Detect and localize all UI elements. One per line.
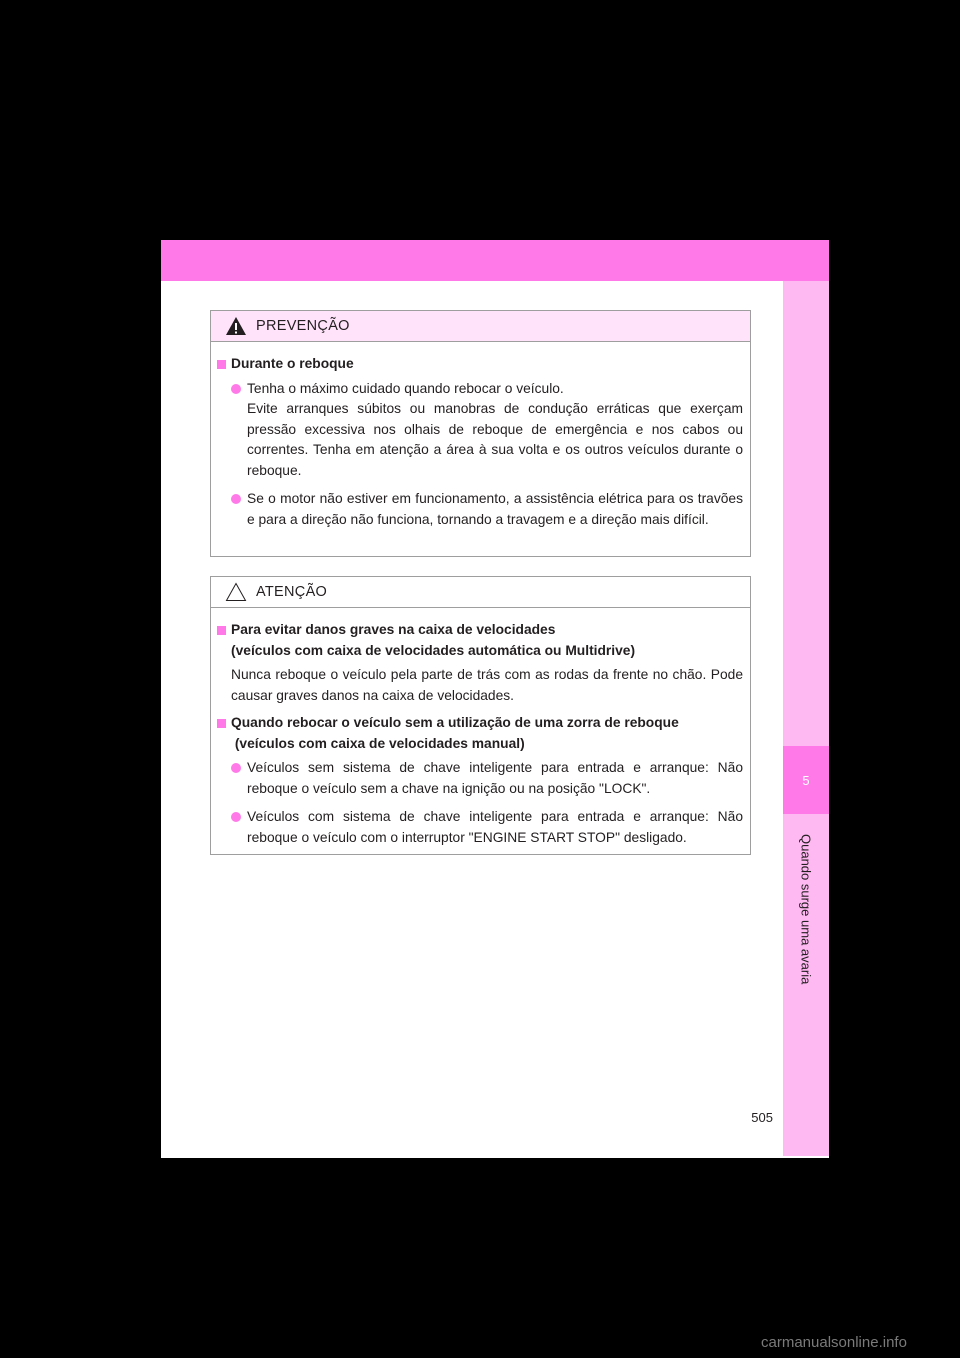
list-item-text: Evite arranques súbitos ou manobras de condução erráticas que exerçam pressão excessiva nos olhais de reboque de emergência e nos cabos ou correntes. Tenha em atenção a área à sua volta e os outros veículos durante o reboque. bbox=[247, 401, 743, 478]
list-item bbox=[217, 489, 743, 530]
list-item-text: Se o motor não estiver em funcionamento, a assistência elétrica para os travões e para a direção não funciona, tornando a travagem e a direção mais difícil. bbox=[247, 491, 743, 527]
list-item-text: Tenha o máximo cuidado quando rebocar o veículo. bbox=[247, 380, 564, 396]
page-number: 505 bbox=[751, 1110, 773, 1125]
chapter-number: 5 bbox=[802, 773, 810, 788]
round-bullet-icon bbox=[231, 812, 241, 822]
section-title bbox=[217, 713, 743, 754]
section-title-text: (veículos com caixa de velocidades automática ou Multidrive) bbox=[231, 642, 636, 658]
round-bullet-icon bbox=[231, 494, 241, 504]
chapter-title: Quando surge uma avaria bbox=[798, 834, 814, 985]
chapter-side-tab bbox=[783, 281, 829, 1156]
list-item bbox=[217, 758, 743, 799]
square-bullet-icon bbox=[217, 360, 226, 369]
atencao-title: ATENÇÃO bbox=[256, 584, 328, 600]
list-item bbox=[217, 379, 743, 482]
page-header-band bbox=[161, 240, 829, 281]
square-bullet-icon bbox=[217, 626, 226, 635]
prevencao-header bbox=[211, 311, 750, 342]
warning-outline-icon bbox=[225, 582, 247, 602]
prevencao-body bbox=[211, 342, 750, 530]
prevencao-title: PREVENÇÃO bbox=[256, 318, 350, 334]
section-title-text: Durante o reboque bbox=[231, 356, 354, 371]
section-title-text: Para evitar danos graves na caixa de velocidades bbox=[231, 622, 556, 637]
section-title bbox=[217, 620, 743, 661]
atencao-box bbox=[210, 576, 751, 855]
section-title-text: (veículos com caixa de velocidades manual) bbox=[231, 735, 525, 751]
square-bullet-icon bbox=[217, 719, 226, 728]
list-item bbox=[217, 807, 743, 848]
list-item-text: Veículos com sistema de chave inteligente para entrada e arranque: Não reboque o veículo com o interruptor "ENGINE START STOP" desligado. bbox=[247, 809, 743, 845]
round-bullet-icon bbox=[231, 763, 241, 773]
atencao-header bbox=[211, 577, 750, 608]
manual-page bbox=[161, 240, 829, 1158]
list-item-text: Veículos sem sistema de chave inteligente para entrada e arranque: Não reboque o veículo sem a chave na ignição ou na posição "LOCK". bbox=[247, 760, 743, 796]
prevencao-box bbox=[210, 310, 751, 557]
section-title bbox=[217, 354, 743, 375]
atencao-body bbox=[211, 608, 750, 848]
watermark: carmanualsonline.info bbox=[761, 1334, 907, 1351]
section-text: Nunca reboque o veículo pela parte de trás com as rodas da frente no chão. Pode causar graves danos na caixa de velocidades. bbox=[231, 667, 743, 703]
warning-filled-icon bbox=[225, 316, 247, 336]
section-title-text: Quando rebocar o veículo sem a utilização de uma zorra de reboque bbox=[231, 715, 679, 730]
round-bullet-icon bbox=[231, 384, 241, 394]
